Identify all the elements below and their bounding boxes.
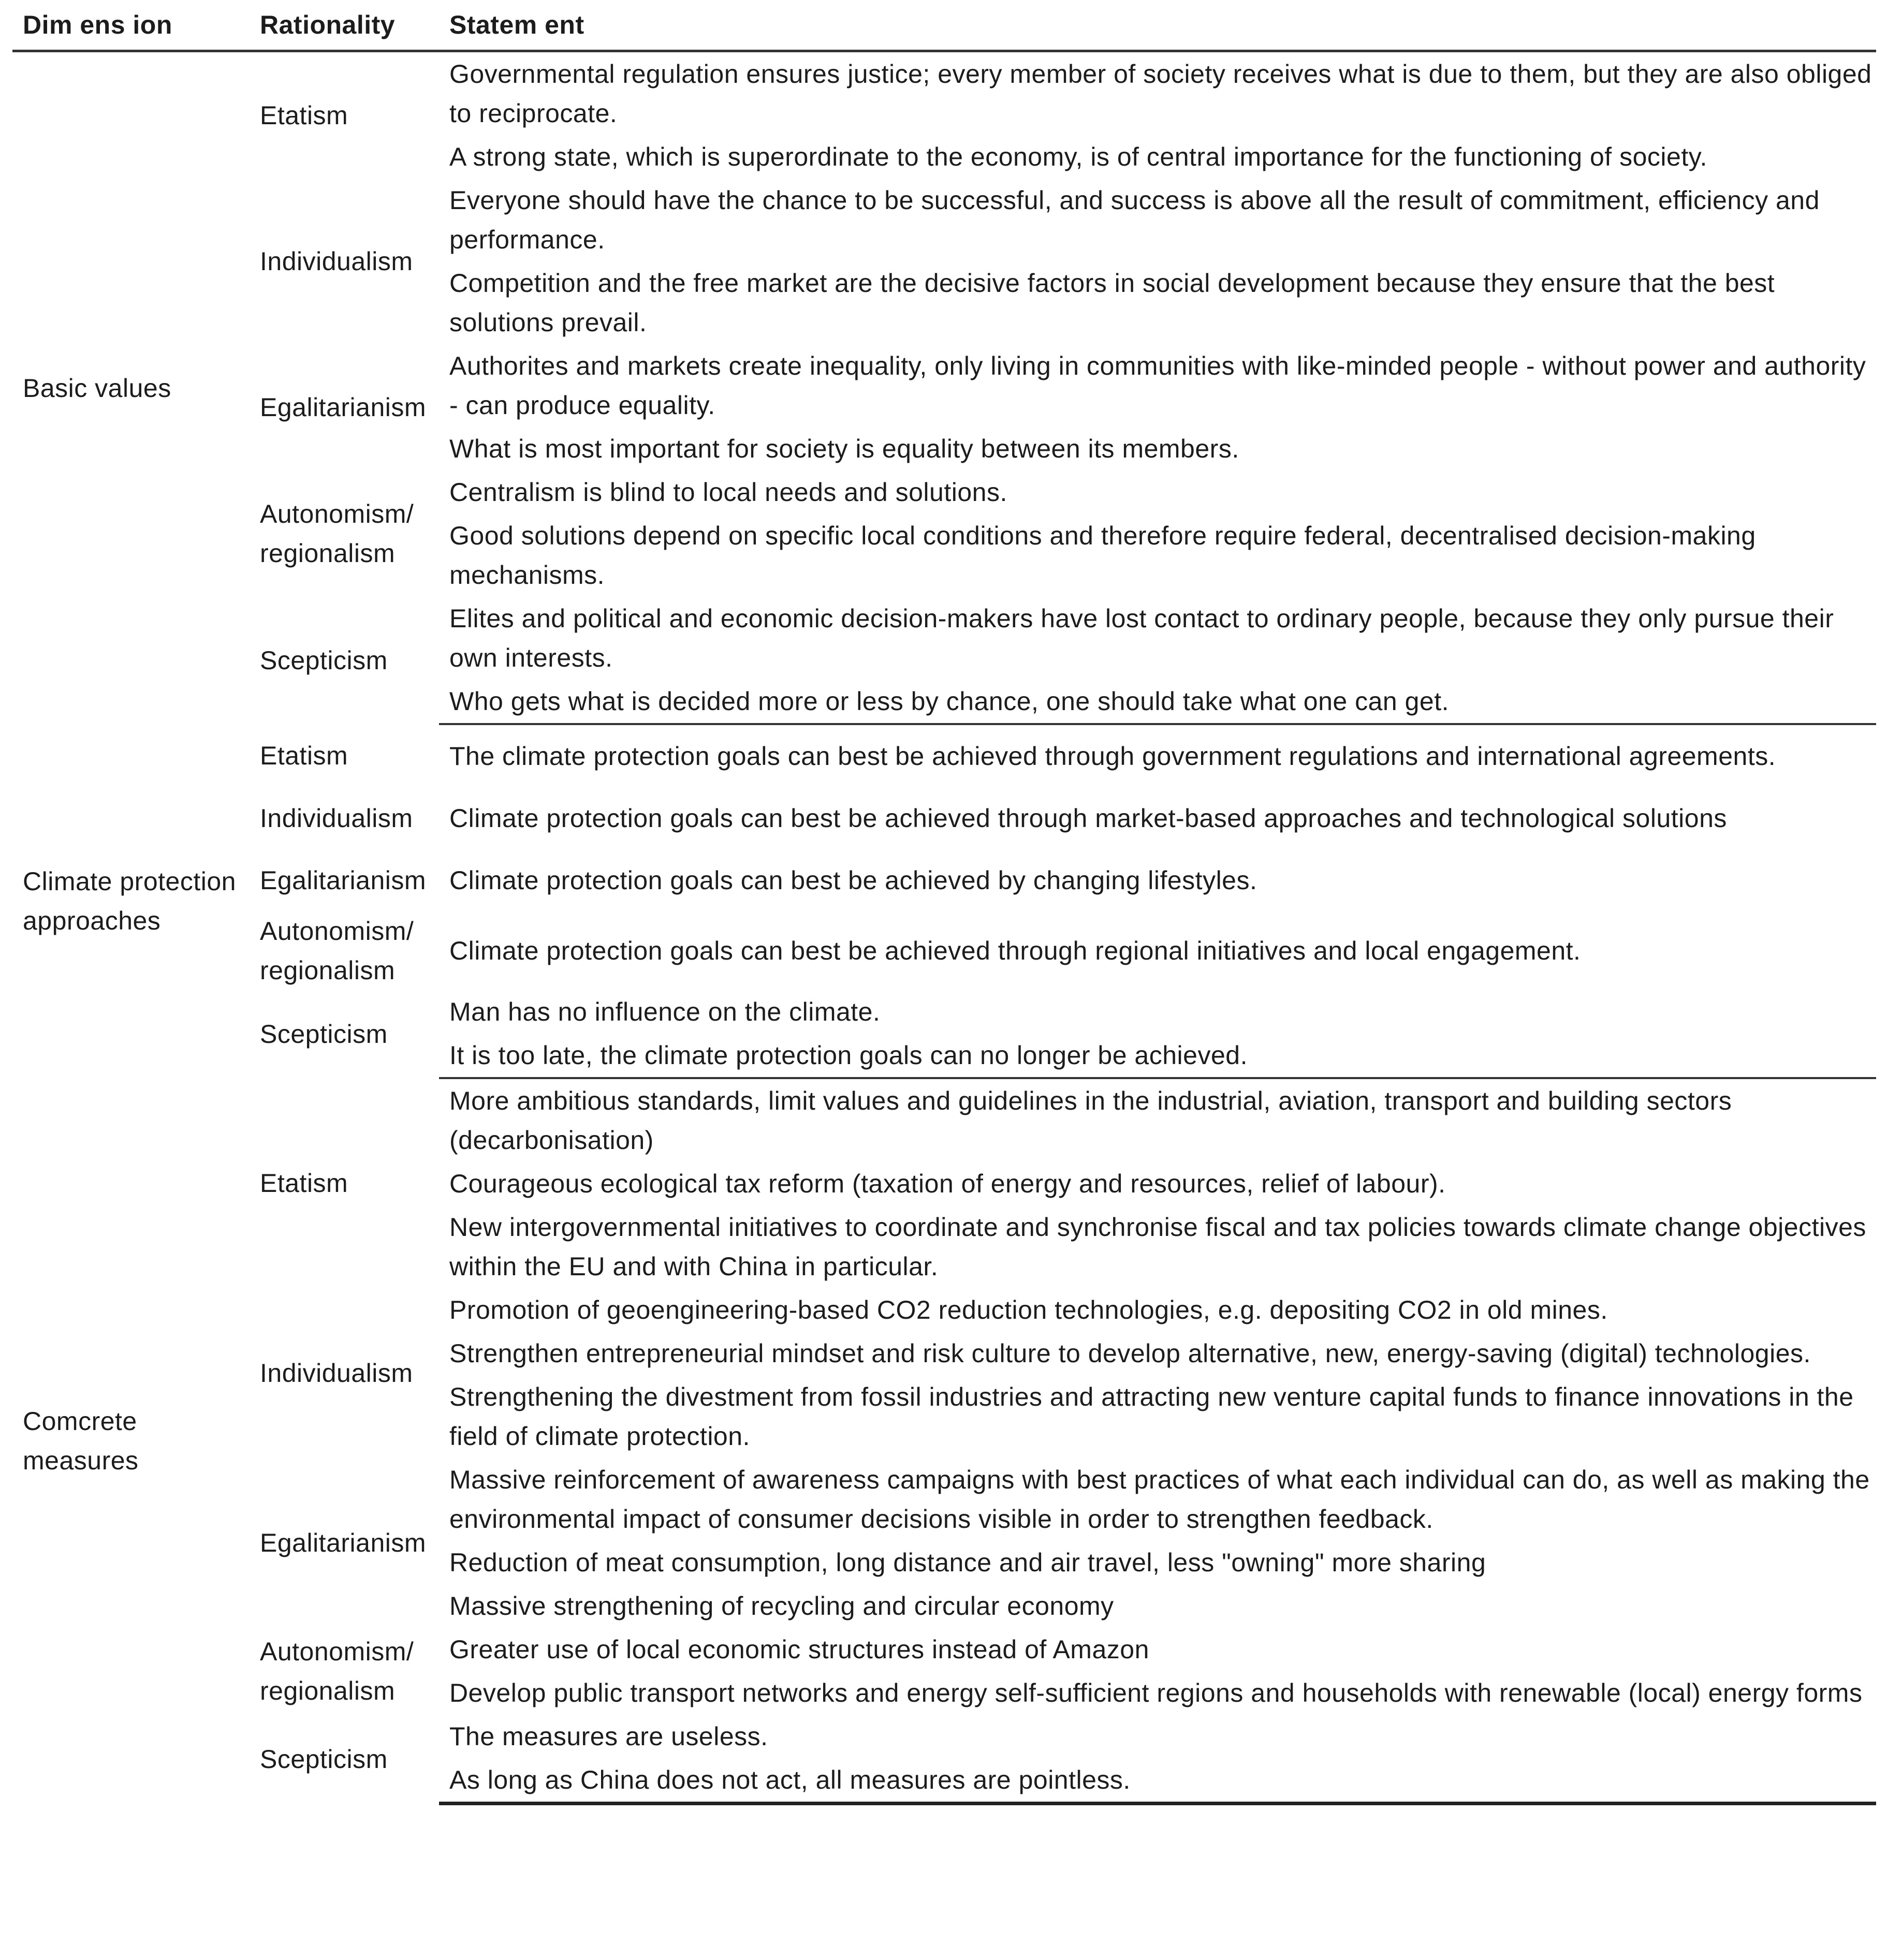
rationality-cell: Individualism [260, 247, 413, 276]
table-row [12, 1628, 1876, 1671]
statement-cell: Massive strengthening of recycling and circular economy [449, 1591, 1114, 1620]
rationality-cell: Etatism [260, 101, 348, 130]
statement-cell: Authorites and markets create inequality, only living in communities with like-minded people - without power and authority - can produce equality. [449, 351, 1866, 420]
statement-cell: Promotion of geoengineering-based CO2 reduction technologies, e.g. depositing CO2 in old mines. [449, 1295, 1608, 1324]
statement-cell: As long as China does not act, all measures are pointless. [439, 1758, 1876, 1804]
statement-cell: Strengthen entrepreneurial mindset and risk culture to develop alternative, new, energy-saving (digital) technologies. [449, 1339, 1811, 1368]
rationality-cell: Etatism [260, 741, 348, 770]
dimension-cell: Comcrete measures [23, 1406, 139, 1475]
table-row [12, 344, 1876, 427]
dimension-cell: Basic values [23, 374, 171, 403]
statement-cell: Man has no influence on the climate. [449, 997, 881, 1026]
table-header [12, 0, 1876, 51]
table-row [12, 1715, 1876, 1758]
table-row [12, 787, 1876, 849]
table-row [12, 911, 1876, 990]
dimension-cell: Climate protection approaches [23, 867, 236, 935]
rationality-cell: Scepticism [260, 1744, 388, 1774]
statement-cell: Centralism is blind to local needs and solutions. [449, 478, 1007, 507]
rationality-cell: Etatism [260, 1169, 348, 1198]
statement-cell: Governmental regulation ensures justice; every member of society receives what is due to them, but they are also obliged to reciprocate. [449, 60, 1872, 128]
table-row [12, 1288, 1876, 1332]
statement-cell: Competition and the free market are the decisive factors in social development because they ensure that the best solutions prevail. [449, 269, 1775, 337]
rationality-cell: Egalitarianism [260, 866, 427, 895]
statement-cell: The measures are useless. [449, 1722, 768, 1751]
header-row [12, 0, 1876, 51]
statement-cell: Climate protection goals can best be achieved through market-based approaches and technological solutions [449, 804, 1727, 833]
statement-cell: The climate protection goals can best be achieved through government regulations and international agreements. [449, 742, 1776, 771]
statement-cell: It is too late, the climate protection goals can no longer be achieved. [439, 1034, 1876, 1078]
table-row [12, 51, 1876, 136]
rationalities-table [12, 0, 1876, 1805]
header-dimension: Dim ens ion [12, 0, 250, 51]
statement-cell: What is most important for society is equality between its members. [449, 434, 1239, 463]
rationality-cell: Autonomism/ regionalism [260, 1637, 414, 1705]
statement-cell: Massive reinforcement of awareness campaigns with best practices of what each individual can do, as well as making the environmental impact of consumer decisions visible in order to strengthen feedback. [449, 1465, 1870, 1534]
table-body [12, 51, 1876, 1804]
rationality-cell: Autonomism/ regionalism [260, 917, 414, 985]
table-row [12, 470, 1876, 514]
rationality-cell: Individualism [260, 804, 413, 833]
rationality-cell: Egalitarianism [260, 1528, 427, 1557]
table-row [12, 597, 1876, 680]
statement-cell: Reduction of meat consumption, long distance and air travel, less "owning" more sharing [449, 1548, 1486, 1577]
statement-cell: Greater use of local economic structures instead of Amazon [449, 1635, 1149, 1664]
table-row [12, 1078, 1876, 1162]
statement-cell: New intergovernmental initiatives to coordinate and synchronise fiscal and tax policies towards climate change objectives within the EU and with China in particular. [449, 1213, 1866, 1281]
table-row [12, 990, 1876, 1034]
statement-cell: Good solutions depend on specific local conditions and therefore require federal, decentralised decision-making mechanisms. [449, 521, 1756, 590]
rationality-cell: Autonomism/ regionalism [260, 499, 414, 568]
rationality-cell: Scepticism [260, 646, 388, 675]
table-row [12, 1458, 1876, 1541]
statement-cell: Strengthening the divestment from fossil industries and attracting new venture capital funds to finance innovations in the field of climate protection. [449, 1382, 1854, 1451]
statement-cell: Courageous ecological tax reform (taxation of energy and resources, relief of labour). [449, 1169, 1446, 1198]
rationality-cell: Scepticism [260, 1020, 388, 1049]
table-row [12, 849, 1876, 911]
table-row [12, 179, 1876, 261]
statement-cell: Climate protection goals can best be achieved by changing lifestyles. [449, 866, 1257, 895]
table-row [12, 724, 1876, 787]
statement-cell: Climate protection goals can best be achieved through regional initiatives and local engagement. [449, 936, 1581, 965]
rationality-cell: Individualism [260, 1359, 413, 1388]
statement-cell: Who gets what is decided more or less by chance, one should take what one can get. [439, 680, 1876, 724]
statement-cell: Elites and political and economic decision-makers have lost contact to ordinary people, because they only pursue their own interests. [449, 604, 1834, 672]
statement-cell: Everyone should have the chance to be successful, and success is above all the result of commitment, efficiency and performance. [449, 186, 1820, 254]
rationality-cell: Egalitarianism [260, 393, 427, 422]
statement-cell: A strong state, which is superordinate to the economy, is of central importance for the functioning of society. [449, 142, 1707, 171]
header-rationality: Rationality [250, 0, 439, 51]
header-statement: Statem ent [439, 0, 1876, 51]
statement-cell: More ambitious standards, limit values and guidelines in the industrial, aviation, transport and building sectors (decarbonisation) [449, 1086, 1732, 1155]
rationalities-table-page [12, 0, 1876, 1960]
statement-cell: Develop public transport networks and energy self-sufficient regions and households with renewable (local) energy forms [449, 1678, 1863, 1707]
